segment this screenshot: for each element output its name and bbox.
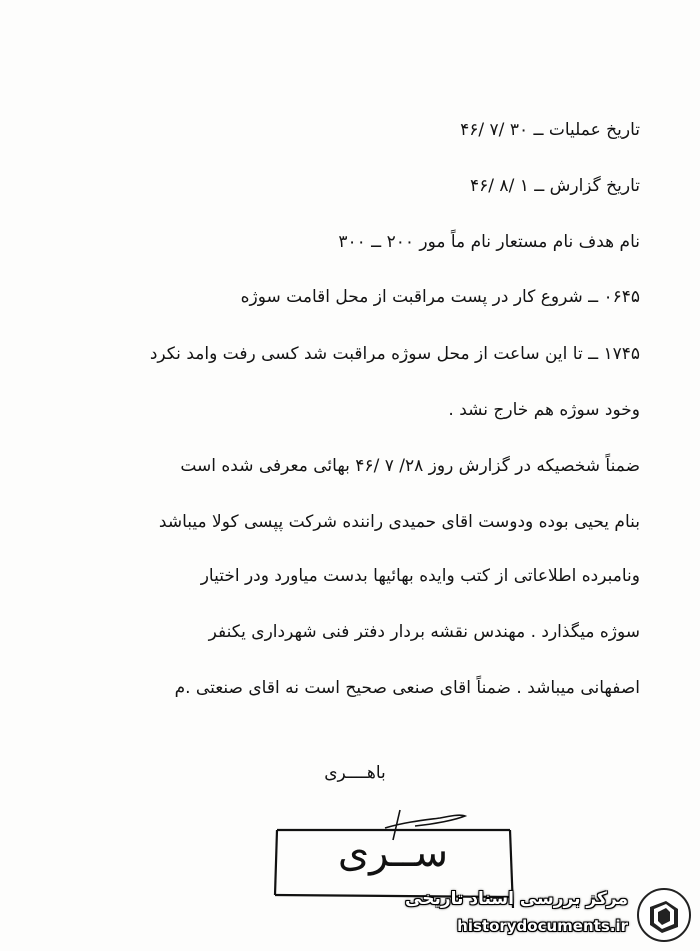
- signer-name: باهــــری: [324, 763, 386, 783]
- report-date: تاریخ گزارش ــ ۱ /۸ /۴۶: [470, 176, 640, 196]
- body-line: ونامبرده اطلاعاتی از کتب وایده بهائیها بدست میاورد ودر اختیار: [200, 566, 640, 586]
- body-line: ۰۶۴۵ ــ شروع کار در پست مراقبت از محل اقامت سوژه: [240, 287, 640, 307]
- body-line: بنام یحیی بوده ودوست اقای حمیدی راننده شرکت پپسی کولا میباشد: [158, 512, 640, 532]
- watermark-url: historydocuments.ir: [457, 917, 628, 935]
- watermark: [380, 879, 700, 951]
- body-line: ۱۷۴۵ ــ تا این ساعت از محل سوژه مراقبت شد کسی رفت وامد نکرد: [149, 344, 640, 364]
- stamp-left-line: [275, 830, 277, 895]
- stamp-text: ســری: [337, 830, 449, 876]
- watermark-title: مرکز بررسی اسناد تاریخی: [405, 889, 628, 909]
- archive-logo-icon: [636, 887, 692, 943]
- body-line: سوژه میگذارد . مهندس نقشه بردار دفتر فنی شهرداری یکنفر: [208, 622, 640, 642]
- target-name: نام هدف نام مستعار نام ماً مور ۲۰۰ ــ ۳۰۰: [338, 232, 640, 252]
- operation-date: تاریخ عملیات ــ ۳۰ /۷ /۴۶: [460, 120, 640, 140]
- body-line: اصفهانی میباشد . ضمناً اقای صنعی صحیح است نه اقای صنعتی .م: [174, 678, 640, 698]
- body-line: وخود سوژه هم خارج نشد .: [448, 400, 640, 420]
- body-line: ضمناً شخصیکه در گزارش روز ۲۸/ ۷ /۴۶ بهائی معرفی شده است: [180, 456, 640, 476]
